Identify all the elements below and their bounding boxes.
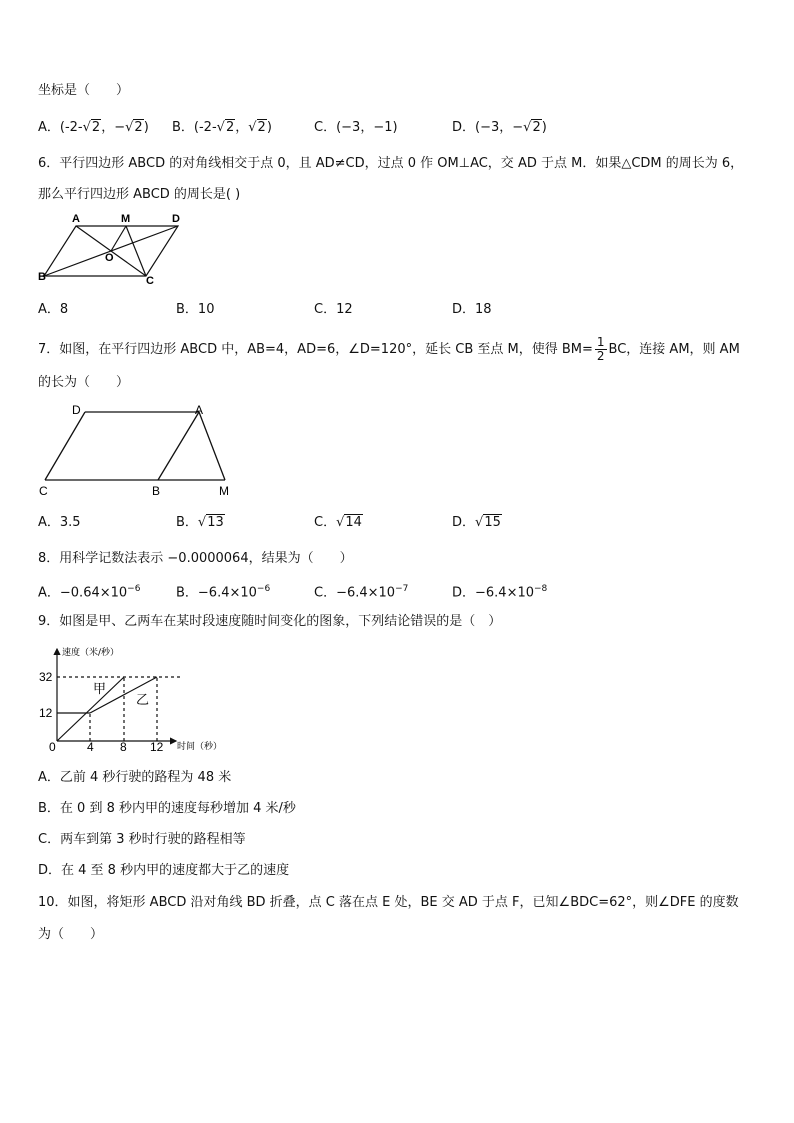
- q7-fraction: $\frac{1}{2}$: [596, 335, 605, 363]
- q6-option-a: A．8: [38, 302, 69, 317]
- q6-label-B: B: [38, 271, 46, 283]
- q9-option-b: B．在 0 到 8 秒内甲的速度每秒增加 4 米/秒: [38, 801, 296, 816]
- q8-option-a: A．$-0.64\times 10^{-6}$: [38, 584, 141, 601]
- q7-stem-line1: 7．如图，在平行四边形 ABCD 中，AB=4，AD=6，∠D=120°，延长 CB 至点 M，使得 BM= $\frac{1}{2}$ BC，连接 AM，则 AM: [38, 335, 740, 363]
- q7-label-M: M: [219, 484, 229, 498]
- q9-origin: 0: [49, 740, 56, 754]
- q7-parallelogram-figure: [38, 402, 248, 498]
- q7-stem-line2: 的长为（ ）: [38, 375, 130, 390]
- q10-stem-line1: 10．如图，将矩形 ABCD 沿对角线 BD 折叠，点 C 落在点 E 处，BE 交 AD 于点 F，已知∠BDC=62°，则∠DFE 的度数: [38, 895, 739, 910]
- q9-option-d: D．在 4 至 8 秒内甲的速度都大于乙的速度: [38, 863, 290, 878]
- q9-ytick-12: 12: [39, 706, 53, 720]
- q7-label-D: D: [72, 403, 81, 417]
- q7-label-B: B: [152, 484, 161, 498]
- q6-label-O: O: [105, 252, 114, 264]
- q9-xtick-12: 12: [150, 740, 164, 754]
- q9-option-c: C．两车到第 3 秒时行驶的路程相等: [38, 832, 246, 847]
- q8-option-d: D．$-6.4\times 10^{-8}$: [452, 584, 548, 601]
- q8-options: [38, 580, 758, 600]
- q6-stem-line1: 6．平行四边形 ABCD 的对角线相交于点 0，且 AD≠CD，过点 0 作 OM⊥AC，交 AD 于点 M．如果△CDM 的周长为 6，: [38, 156, 744, 171]
- q8-option-b: B．$-6.4\times 10^{-6}$: [176, 584, 271, 601]
- q6-parallelogram-figure: [38, 212, 188, 294]
- q9-xtick-8: 8: [120, 740, 127, 754]
- q6-stem-line2: 那么平行四边形 ABCD 的周长是( ): [38, 187, 241, 202]
- q9-x-label: 时间（秒）: [177, 742, 223, 752]
- q5-options: [38, 119, 758, 139]
- q5-stem-tail: 坐标是（ ）: [38, 83, 130, 98]
- q9-option-a: A．乙前 4 秒行驶的路程为 48 米: [38, 770, 232, 785]
- q9-label-yi: 乙: [136, 693, 150, 708]
- q9-ytick-32: 32: [39, 670, 53, 684]
- q6-option-d: D．18: [452, 302, 492, 317]
- q9-label-jia: 甲: [93, 682, 107, 697]
- q9-line-jia: [57, 677, 124, 741]
- q7-option-c: C．√14: [314, 515, 362, 530]
- q5-option-d: D．(−3，−√2): [452, 120, 547, 135]
- q9-y-label: 速度（米/秒）: [62, 648, 120, 658]
- q6-label-A: A: [72, 213, 80, 225]
- q6-option-b: B．10: [176, 302, 215, 317]
- q6-label-M: M: [121, 213, 131, 225]
- q9-speed-time-graph: [36, 643, 246, 755]
- q7-option-b: B．√13: [176, 515, 224, 530]
- q7-options: [38, 514, 758, 534]
- q6-option-c: C．12: [314, 302, 353, 317]
- q5-option-b: B．(-2-√2，√2): [172, 120, 272, 135]
- q7-option-a: A．3.5: [38, 515, 81, 530]
- q9-stem: 9．如图是甲、乙两车在某时段速度随时间变化的图象，下列结论错误的是（ ）: [38, 614, 502, 629]
- q7-label-A: A: [195, 403, 204, 417]
- q6-options: [38, 301, 758, 321]
- q5-option-a: A．(-2-√2，−√2): [38, 120, 149, 135]
- q7-label-C: C: [39, 484, 48, 498]
- q6-label-D: D: [172, 213, 180, 225]
- q8-stem: 8．用科学记数法表示 −0.0000064，结果为（ ）: [38, 551, 353, 566]
- q9-xtick-4: 4: [87, 740, 94, 754]
- q6-label-C: C: [146, 275, 154, 287]
- q7-option-d: D．√15: [452, 515, 501, 530]
- q10-stem-line2: 为（ ）: [38, 927, 104, 942]
- q5-option-c: C．(−3，−1): [314, 120, 398, 135]
- q8-option-c: C．$-6.4\times 10^{-7}$: [314, 584, 409, 601]
